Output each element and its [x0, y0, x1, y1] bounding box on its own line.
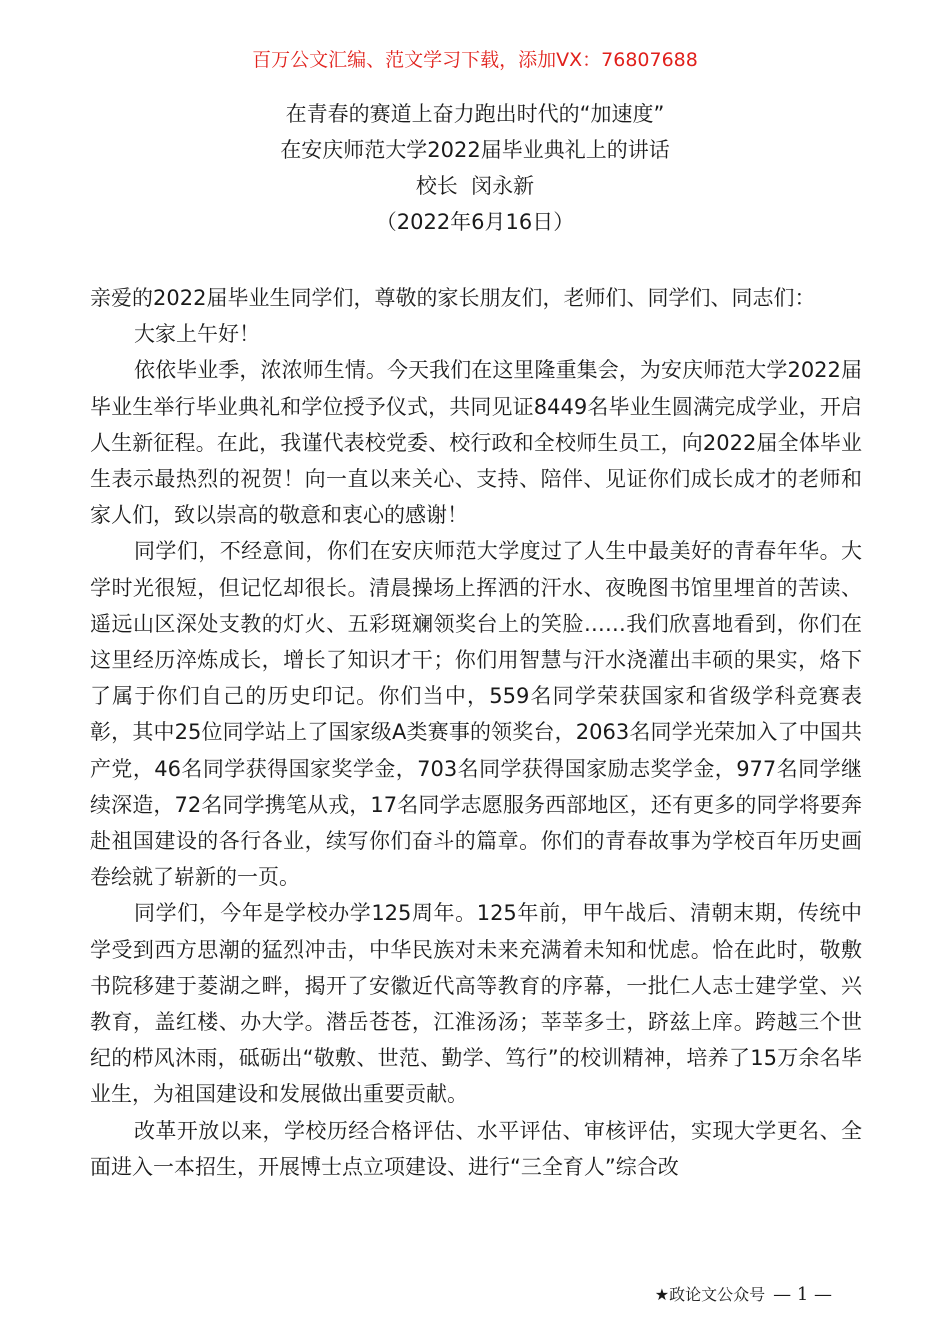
salutation: 亲爱的2022届毕业生同学们，尊敬的家长朋友们，老师们、同学们、同志们：	[90, 286, 816, 310]
page-footer	[655, 1284, 832, 1306]
greeting: 大家上午好！	[134, 322, 260, 347]
footer-source: ★政论文公众号	[654, 1285, 766, 1304]
paragraph: 同学们，今年是学校办学125周年。125年前，甲午战后、清朝末期，传统中学受到西方思潮的猛烈冲击，中华民族对未来充满着未知和忧虑。恰在此时，敬敷书院移建于菱湖之畔，揭开了安徽近代高等教育的序幕，一批仁人志士建学堂、兴教育，盖红楼、办大学。潜岳苍苍，江淮汤汤；莘莘多士，跻兹上庠。跨越三个世纪的栉风沐雨，砥砺出“敬敷、世范、勤学、笃行”的校训精神，培养了15万余名毕业生，为祖国建设和发展做出重要贡献。	[90, 901, 862, 1107]
speech-date: （2022年6月16日）	[375, 210, 575, 234]
speech-heading	[0, 96, 950, 240]
speaker-line: 校长 闵永新	[415, 174, 535, 198]
speech-subtitle: 在安庆师范大学2022届毕业典礼上的讲话	[280, 138, 670, 162]
paragraph: 改革开放以来，学校历经合格评估、水平评估、审核评估，实现大学更名、全面进入一本招生，开展博士点立项建设、进行“三全育人”综合改	[90, 1118, 862, 1179]
paragraph: 同学们，不经意间，你们在安庆师范大学度过了人生中最美好的青春年华。大学时光很短，但记忆却很长。清晨操场上挥洒的汗水、夜晚图书馆里埋首的苦读、遥远山区深处支教的灯火、五彩斑斓领奖台上的笑脸……我们欣喜地看到，你们在这里经历淬炼成长，增长了知识才干；你们用智慧与汗水浇灌出丰硕的果实，烙下了属于你们自己的历史印记。你们当中，559名同学荣获国家和省级学科竞赛表彰，其中25位同学站上了国家级A类赛事的领奖台，2063名同学光荣加入了中国共产党，46名同学获得国家奖学金，703名同学获得国家励志奖学金，977名同学继续深造，72名同学携笔从戎，17名同学志愿服务西部地区，还有更多的同学将要奔赴祖国建设的各行各业，续写你们奋斗的篇章。你们的青春故事为学校百年历史画卷绘就了崭新的一页。	[90, 539, 862, 890]
speech-title: 在青春的赛道上奋力跑出时代的“加速度”	[285, 102, 665, 126]
promo-banner: 百万公文汇编、范文学习下载，添加VX：76807688	[252, 49, 698, 71]
page-number: — 1 —	[773, 1284, 832, 1305]
paragraph: 依依毕业季，浓浓师生情。今天我们在这里隆重集会，为安庆师范大学2022届毕业生举行毕业典礼和学位授予仪式，共同见证8449名毕业生圆满完成学业，开启人生新征程。在此，我谨代表校党委、校行政和全校师生员工，向2022届全体毕业生表示最热烈的祝贺！向一直以来关心、支持、陪伴、见证你们成长成才的老师和家人们，致以崇高的敬意和衷心的感谢！	[90, 358, 862, 528]
speech-body	[90, 280, 862, 1185]
